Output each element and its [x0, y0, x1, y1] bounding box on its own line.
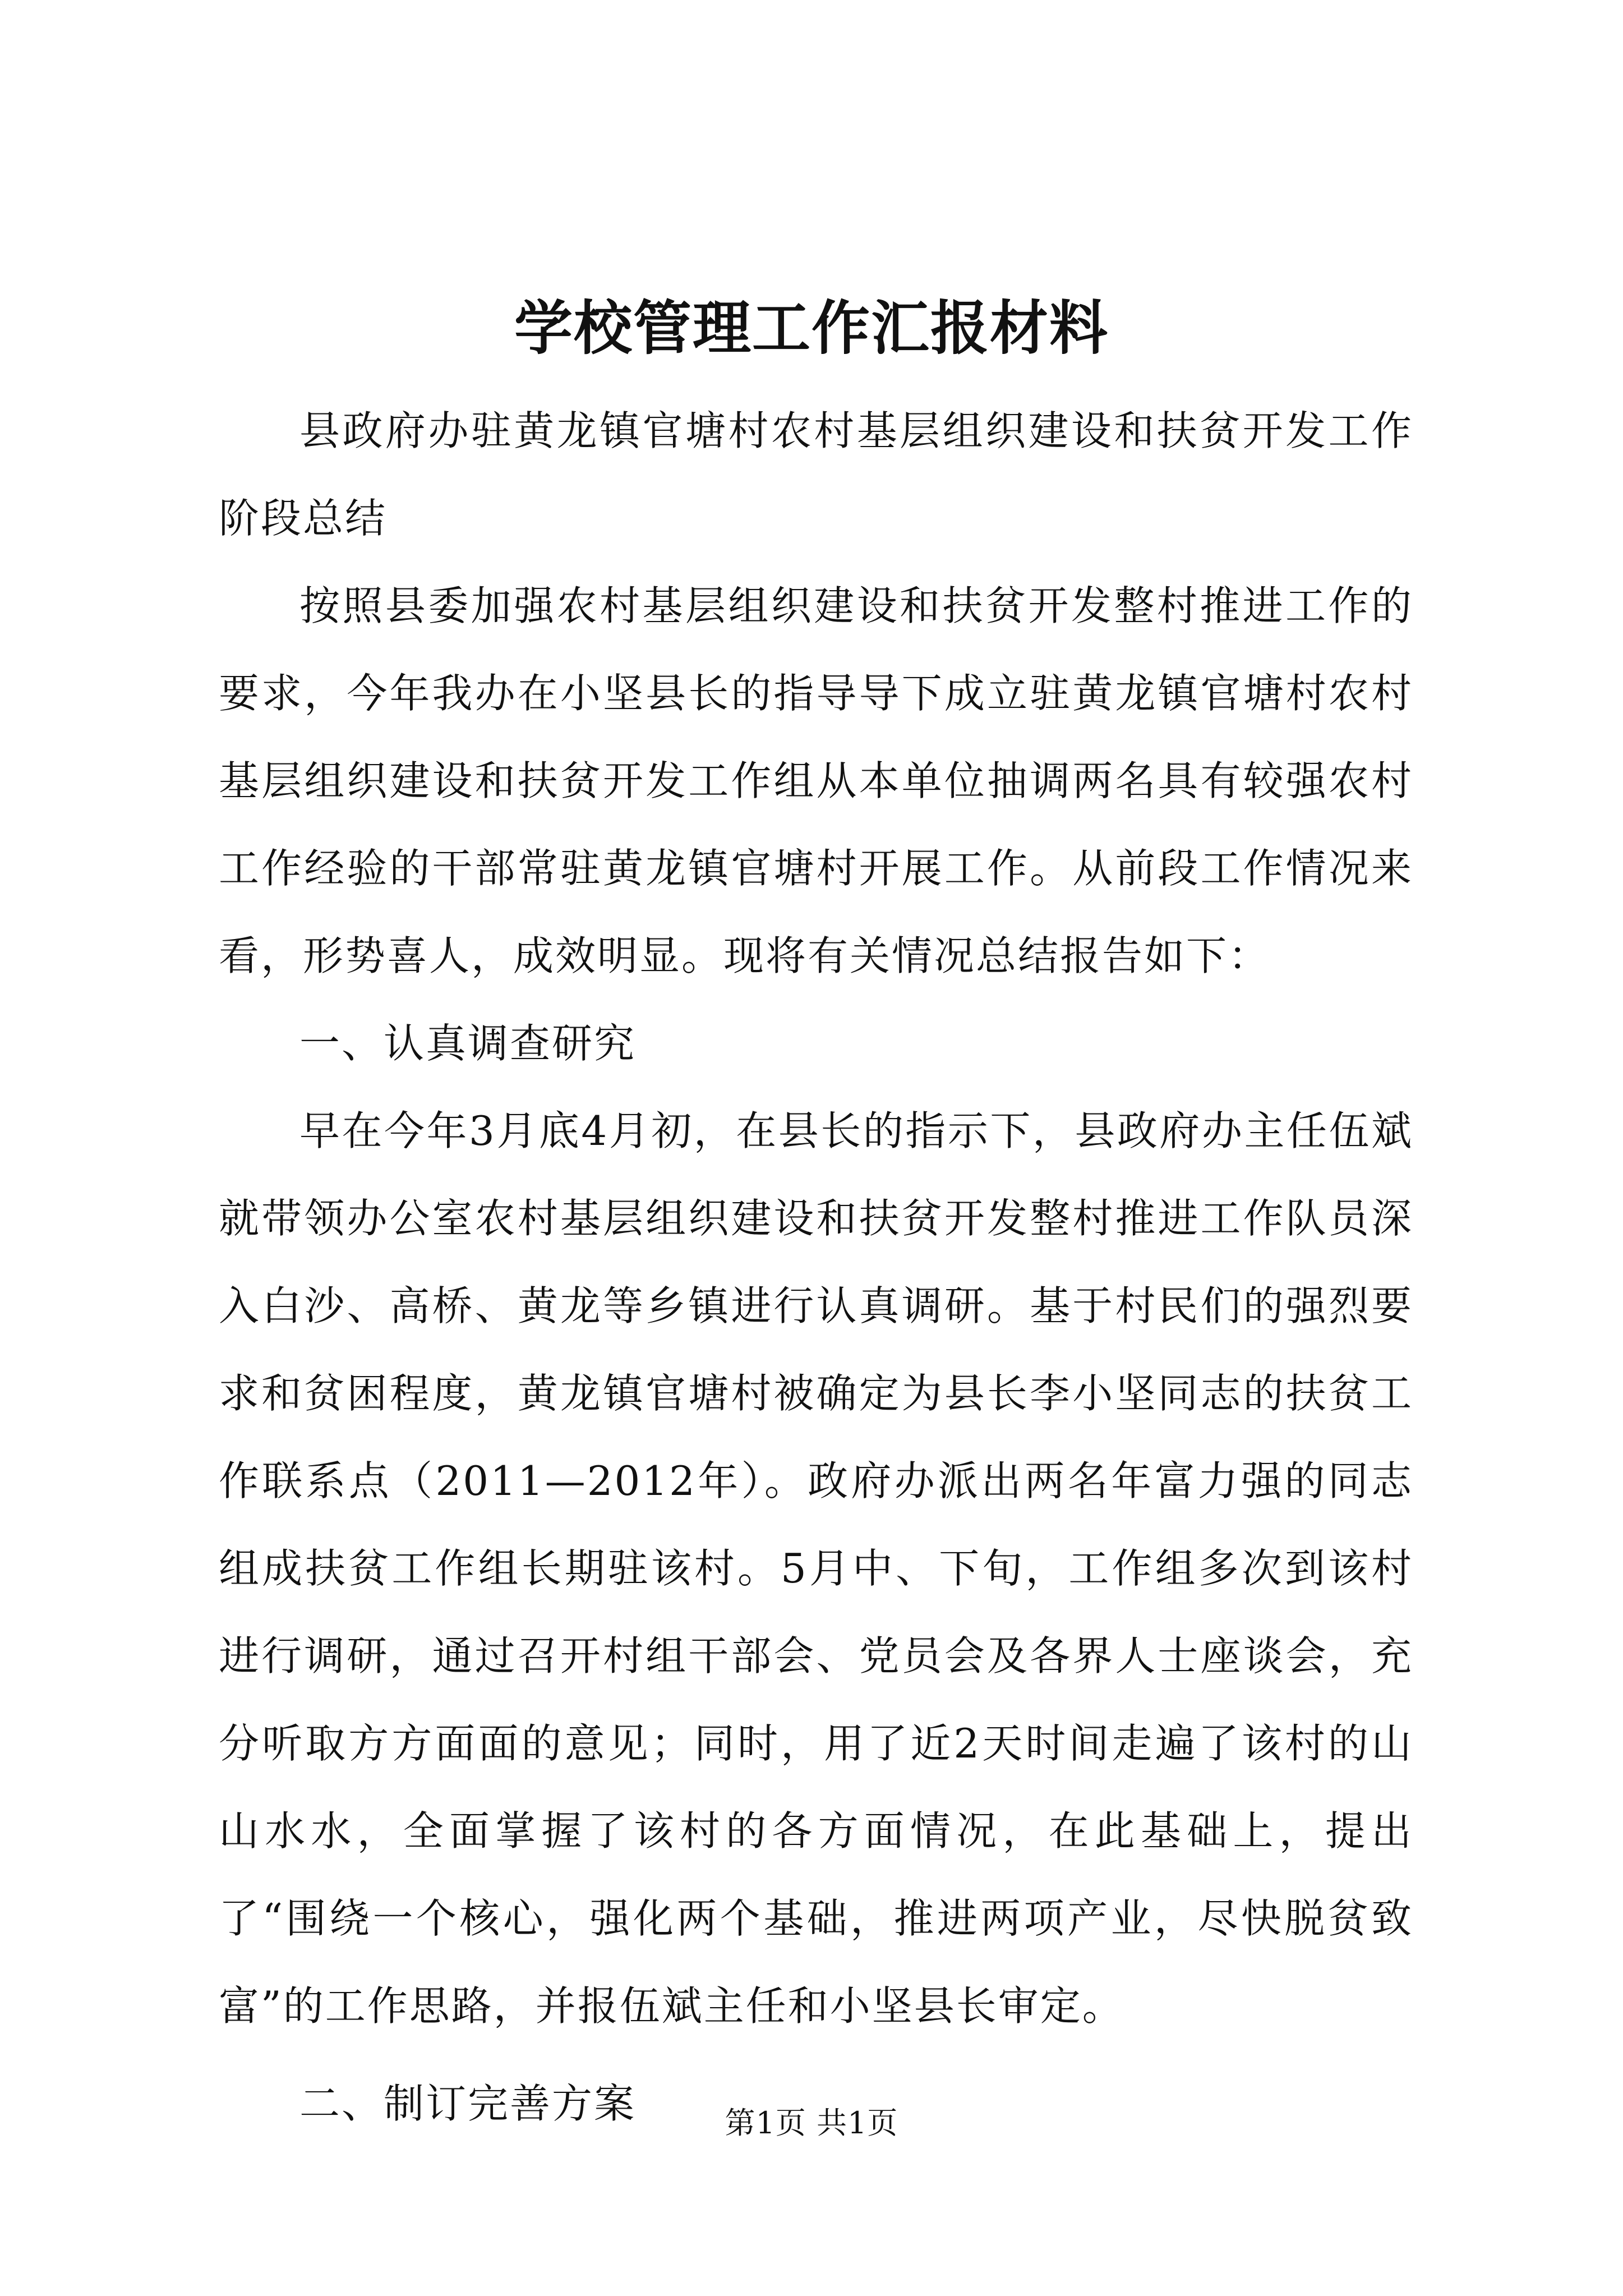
section-heading-1: 一、认真调查研究 — [299, 1020, 637, 1067]
paragraph-intro: 按照县委加强农村基层组织建设和扶贫开发整村推进工作的要求，今年我办在小坚县长的指导导下成立驻黄龙镇官塘村农村基层组织建设和扶贫开发工作组从本单位抽调两名具有较强农村工作经验的干部常驻黄龙镇官塘村开展工作。从前段工作情况来看，形势喜人，成效明显。现将有关情况总结报告如下： — [219, 582, 1413, 979]
page-footer: 第1页 共1页 — [725, 2105, 898, 2141]
document-body — [219, 387, 1413, 2147]
paragraph-subtitle: 县政府办驻黄龙镇官塘村农村基层组织建设和扶贫开发工作阶段总结 — [219, 407, 1413, 542]
paragraph-section-1: 早在今年3月底4月初，在县长的指示下，县政府办主任伍斌就带领办公室农村基层组织建设和扶贫开发整村推进工作队员深入白沙、高桥、黄龙等乡镇进行认真调研。基于村民们的强烈要求和贫困程度，黄龙镇官塘村被确定为县长李小坚同志的扶贫工作联系点（2011—2012年）。政府办派出两名年富力强的同志组成扶贫工作组长期驻该村。5月中、下旬，工作组多次到该村进行调研，通过召开村组干部会、党员会及各界人士座谈会，充分听取方方面面的意见；同时，用了近2天时间走遍了该村的山山水水，全面掌握了该村的各方面情况，在此基础上，提出了“围绕一个核心，强化两个基础，推进两项产业，尽快脱贫致富”的工作思路，并报伍斌主任和小坚县长审定。 — [219, 1107, 1413, 2030]
document-title: 学校管理工作汇报材料 — [514, 293, 1109, 362]
section-heading-2: 二、制订完善方案 — [299, 2080, 637, 2127]
